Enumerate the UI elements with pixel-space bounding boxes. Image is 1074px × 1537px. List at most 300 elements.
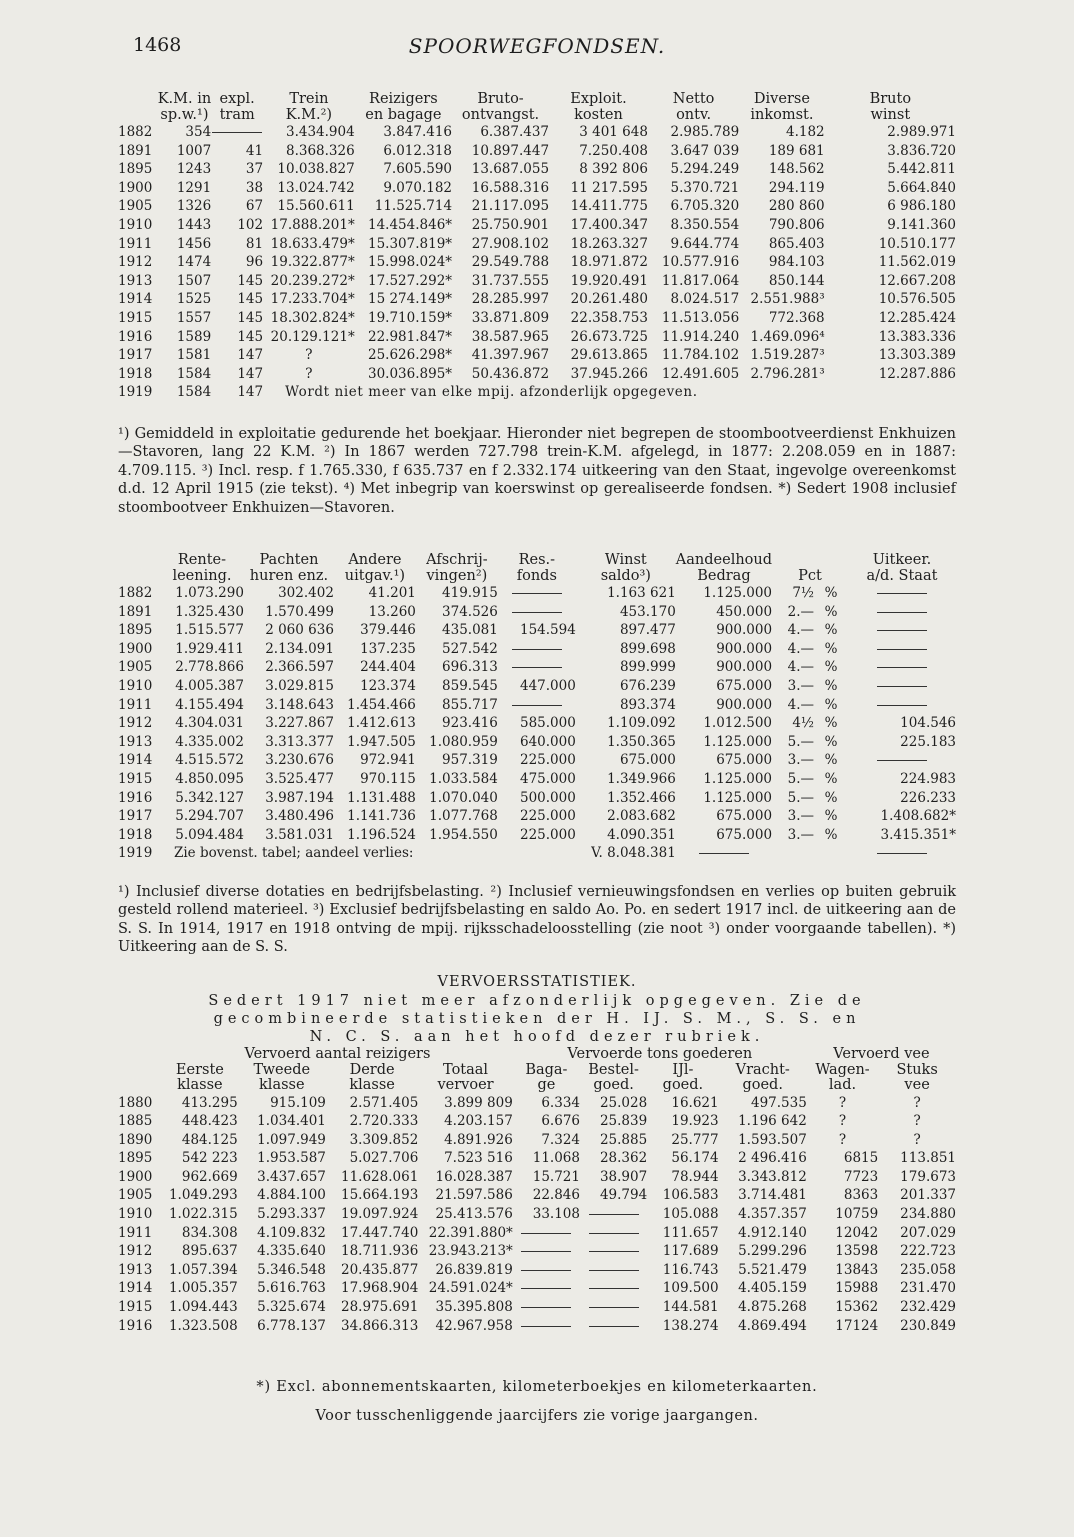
value-cell: 78.944 bbox=[671, 1168, 719, 1185]
value-cell: 2.134.091 bbox=[265, 640, 334, 657]
value-cell: ? bbox=[305, 365, 313, 382]
year-cell: 1918 bbox=[118, 365, 153, 382]
dash-mark bbox=[877, 760, 927, 761]
value-cell: 2.366.597 bbox=[265, 659, 334, 676]
table-row bbox=[118, 789, 956, 808]
value-cell: 1525 bbox=[176, 291, 212, 308]
value-cell: 179.673 bbox=[900, 1168, 956, 1185]
year-cell: 1914 bbox=[118, 1280, 153, 1297]
value-cell: 154.594 bbox=[520, 622, 576, 639]
value-cell: ? bbox=[838, 1094, 847, 1111]
value-cell: 20.239.272* bbox=[270, 272, 355, 289]
value-cell: 1.125.000 bbox=[703, 585, 773, 601]
header-blank bbox=[118, 108, 158, 124]
value-cell: 11 217.595 bbox=[570, 179, 648, 196]
column-header: IJl- bbox=[672, 1061, 694, 1078]
value-cell: 19.097.924 bbox=[341, 1206, 419, 1223]
group-cattle: Vervoerd vee bbox=[833, 1046, 930, 1062]
value-cell: 2 496.416 bbox=[738, 1150, 807, 1167]
value-cell: 5.346.548 bbox=[257, 1261, 326, 1278]
value-cell bbox=[580, 1317, 647, 1336]
value-cell: 41 bbox=[245, 142, 264, 159]
table-row bbox=[118, 272, 956, 291]
value-cell: 234.880 bbox=[900, 1206, 956, 1223]
value-cell: 6.676 bbox=[541, 1113, 580, 1130]
value-cell: 15362 bbox=[835, 1299, 879, 1316]
dash-mark bbox=[521, 1326, 571, 1327]
value-cell: % bbox=[824, 640, 838, 657]
value-cell: 1.953.587 bbox=[257, 1150, 326, 1167]
value-cell: 5.293.337 bbox=[257, 1206, 326, 1223]
value-cell: 957.319 bbox=[442, 752, 498, 769]
column-header: Afschrij- bbox=[426, 552, 488, 568]
value-cell: 1.412.613 bbox=[347, 715, 416, 732]
column-header: ontv. bbox=[676, 106, 712, 123]
value-cell: 22.846 bbox=[532, 1187, 580, 1204]
table-transport bbox=[118, 1047, 956, 1335]
value-cell: 1589 bbox=[176, 328, 212, 345]
value-cell: 6.012.318 bbox=[383, 142, 453, 159]
value-cell: 1581 bbox=[176, 347, 212, 364]
year-cell: 1911 bbox=[118, 235, 153, 252]
value-cell: 4.869.494 bbox=[738, 1317, 807, 1334]
value-cell: 7.523 516 bbox=[444, 1150, 513, 1167]
value-cell: 280 860 bbox=[768, 198, 825, 215]
column-header: uitgav.¹) bbox=[344, 567, 406, 584]
value-cell: 900.000 bbox=[716, 640, 773, 657]
value-cell: 4.335.002 bbox=[175, 733, 244, 750]
year-cell: 1905 bbox=[118, 198, 153, 215]
column-header: K.M.²) bbox=[285, 106, 333, 123]
value-cell: 354 bbox=[185, 124, 212, 140]
notes-table1: ¹) Gemiddeld in exploitatie gedurende het boekjaar. Hieronder niet begrepen de stoombootveerdienst Enkhuizen—Stavoren, lang 22 K.M. ²) In 1867 werden 727.798 trein-K.M. afgelegd, in 1877: 2.208.059 en in 1887: 4.709.115. ³) Incl. resp. f 1.765.330, f 635.737 en f 2.332.174 uitkeering van den Staat, ingevolge overeenkomst d.d. 12 April 1915 (zie tekst). ⁴) Met inbegrip van koerswinst op gerealiseerde fondsen. *) Sedert 1908 inclusief stoombootveer Enkhuizen—Stavoren. bbox=[118, 426, 956, 516]
column-header: Wagen- bbox=[815, 1061, 870, 1078]
value-cell: 790.806 bbox=[768, 216, 825, 233]
column-header: inkomst. bbox=[750, 106, 814, 123]
year-cell: 1915 bbox=[118, 770, 153, 787]
value-cell: 137.235 bbox=[360, 640, 416, 657]
value-cell: ? bbox=[913, 1131, 921, 1148]
column-header: Aandeelhoud bbox=[675, 552, 773, 568]
value-cell: 419.915 bbox=[442, 585, 498, 601]
year-cell: 1919 bbox=[118, 384, 153, 401]
value-cell: 17.233.704* bbox=[270, 291, 355, 308]
value-cell: 201.337 bbox=[900, 1187, 956, 1204]
value-cell: 676.239 bbox=[619, 677, 676, 694]
value-cell: 18.302.824* bbox=[270, 309, 355, 326]
value-cell: 1.125.000 bbox=[703, 770, 773, 787]
column-header: sp.w.¹) bbox=[160, 106, 209, 123]
dash-mark bbox=[512, 612, 562, 613]
value-cell: 527.542 bbox=[442, 640, 498, 657]
value-cell: 109.500 bbox=[662, 1280, 719, 1297]
column-header: klasse bbox=[259, 1077, 305, 1093]
value-cell bbox=[580, 1205, 647, 1224]
year-cell: 1913 bbox=[118, 272, 153, 289]
value-cell: 25.885 bbox=[599, 1131, 648, 1148]
value-cell: 30.036.895* bbox=[367, 365, 453, 382]
value-cell: 3.525.477 bbox=[265, 770, 334, 787]
value-cell: 5.616.763 bbox=[257, 1280, 326, 1297]
value-cell: 145 bbox=[237, 272, 264, 289]
value-cell: 4½ bbox=[792, 715, 814, 732]
table-row bbox=[118, 640, 956, 659]
value-cell: 12.287.886 bbox=[878, 365, 956, 382]
value-cell: 23.943.213* bbox=[428, 1243, 513, 1260]
value-cell: 226.233 bbox=[900, 789, 956, 806]
column-header: expl. bbox=[219, 91, 255, 107]
dash-mark bbox=[212, 132, 262, 133]
header-blank bbox=[118, 1078, 162, 1094]
value-cell: 1.570.499 bbox=[265, 603, 334, 620]
value-cell: 7.324 bbox=[541, 1131, 580, 1148]
table-row bbox=[118, 696, 956, 715]
value-cell bbox=[513, 1261, 580, 1280]
table-row bbox=[118, 807, 956, 826]
year-cell: 1913 bbox=[118, 1261, 153, 1278]
year-cell: 1891 bbox=[118, 603, 153, 620]
value-cell: 2.796.281³ bbox=[750, 365, 825, 382]
value-cell bbox=[513, 1242, 580, 1261]
year-cell: 1905 bbox=[118, 659, 153, 676]
value-cell: 16.028.387 bbox=[435, 1168, 513, 1185]
column-header: vee bbox=[904, 1077, 930, 1093]
value-cell bbox=[580, 1279, 647, 1298]
header-blank bbox=[118, 553, 160, 569]
value-cell: 484.125 bbox=[181, 1131, 238, 1148]
value-cell: 225.000 bbox=[520, 808, 576, 825]
header-row bbox=[118, 553, 956, 569]
value-cell: 5.— bbox=[787, 789, 814, 806]
value-cell: 5.— bbox=[787, 733, 814, 750]
value-cell: 4.005.387 bbox=[175, 677, 244, 694]
value-cell: 19.923 bbox=[671, 1113, 719, 1130]
value-cell: 14.454.846* bbox=[367, 216, 453, 233]
value-cell: 4.891.926 bbox=[444, 1131, 513, 1148]
value-cell: 6 986.180 bbox=[887, 198, 956, 215]
value-cell: 145 bbox=[237, 309, 264, 326]
row-1919-text: Wordt niet meer van elke mpij. afzonderlijk opgegeven. bbox=[285, 384, 698, 401]
year-cell: 1890 bbox=[118, 1131, 153, 1148]
dash-mark bbox=[521, 1251, 571, 1252]
year-cell: 1895 bbox=[118, 1150, 153, 1167]
value-cell: 374.526 bbox=[442, 603, 498, 620]
value-cell: 3.230.676 bbox=[265, 752, 334, 769]
value-cell bbox=[498, 696, 576, 715]
value-cell: 4.109.832 bbox=[257, 1224, 326, 1241]
value-cell: 15.998.024* bbox=[367, 254, 453, 271]
intro-line: gecombineerde statistieken der H. IJ. S. M., S. S. en bbox=[213, 1011, 861, 1027]
value-cell: 447.000 bbox=[520, 677, 576, 694]
value-cell: 1.012.500 bbox=[703, 715, 773, 732]
value-cell: 4.884.100 bbox=[257, 1187, 326, 1204]
value-cell: 3.— bbox=[787, 826, 814, 843]
value-cell: 923.416 bbox=[442, 715, 498, 732]
value-cell: 899.999 bbox=[619, 659, 676, 676]
column-header: saldo³) bbox=[600, 567, 651, 584]
year-cell: 1916 bbox=[118, 789, 153, 806]
row-1919 bbox=[118, 383, 956, 402]
table-row bbox=[118, 621, 956, 640]
table-row bbox=[118, 584, 956, 603]
value-cell: 1.954.550 bbox=[429, 826, 498, 843]
km-cell: 1584 bbox=[176, 384, 212, 401]
table-row bbox=[118, 216, 956, 235]
value-cell bbox=[848, 584, 956, 603]
value-cell: 18.633.479* bbox=[270, 235, 355, 252]
table-row bbox=[118, 235, 956, 254]
value-cell: 49.794 bbox=[599, 1187, 648, 1204]
column-header: Res.- bbox=[518, 552, 556, 568]
value-cell bbox=[211, 123, 263, 142]
dash-mark bbox=[877, 686, 927, 687]
value-cell: 895.637 bbox=[181, 1243, 238, 1260]
value-cell: 25.028 bbox=[599, 1094, 648, 1111]
value-cell: 20.129.121* bbox=[270, 328, 355, 345]
value-cell: 900.000 bbox=[716, 696, 773, 713]
value-cell: 17124 bbox=[835, 1317, 879, 1334]
column-header: Baga- bbox=[525, 1061, 568, 1078]
value-cell bbox=[580, 1261, 647, 1280]
table-row bbox=[118, 179, 956, 198]
group-goods: Vervoerde tons goederen bbox=[567, 1046, 753, 1062]
row-1919 bbox=[118, 844, 956, 863]
dash-mark bbox=[512, 649, 562, 650]
value-cell: ? bbox=[838, 1131, 847, 1148]
value-cell bbox=[848, 696, 956, 715]
value-cell: 1.094.443 bbox=[168, 1299, 238, 1316]
value-cell: 865.403 bbox=[768, 235, 825, 252]
value-cell: 10.576.505 bbox=[878, 291, 956, 308]
table-profit-distribution bbox=[118, 553, 956, 863]
dash-mark bbox=[877, 593, 927, 594]
value-cell: 897.477 bbox=[619, 622, 676, 639]
value-cell: 2.571.405 bbox=[349, 1094, 419, 1111]
value-cell: 1.519.287³ bbox=[750, 347, 825, 364]
value-cell: 4.912.140 bbox=[738, 1224, 807, 1241]
column-header: ge bbox=[537, 1077, 556, 1093]
value-cell: 1.454.466 bbox=[347, 696, 416, 713]
running-header bbox=[0, 34, 1074, 64]
value-cell: 244.404 bbox=[360, 659, 416, 676]
value-cell: 3.847.416 bbox=[383, 124, 453, 140]
value-cell: 1.349.966 bbox=[607, 770, 676, 787]
row-1919-text: Zie bovenst. tabel; aandeel verlies: bbox=[173, 845, 414, 862]
value-cell: % bbox=[824, 789, 838, 806]
value-cell: 3.434.904 bbox=[285, 124, 355, 140]
value-cell: 2.551.988³ bbox=[750, 291, 825, 308]
value-cell: 15.664.193 bbox=[341, 1187, 419, 1204]
value-cell: 772.368 bbox=[768, 309, 825, 326]
value-cell: 2.720.333 bbox=[349, 1113, 419, 1130]
year-cell: 1900 bbox=[118, 640, 153, 657]
column-header: vervoer bbox=[437, 1077, 494, 1093]
value-cell: 67 bbox=[245, 198, 264, 215]
year-cell: 1918 bbox=[118, 826, 153, 843]
value-cell: 542 223 bbox=[181, 1150, 238, 1167]
column-header: lad. bbox=[828, 1077, 857, 1093]
value-cell: 33.108 bbox=[532, 1206, 580, 1223]
value-cell: 9.070.182 bbox=[383, 179, 453, 196]
column-header: K.M. in bbox=[157, 91, 212, 107]
value-cell: 5.664.840 bbox=[887, 179, 956, 196]
value-cell: % bbox=[824, 808, 838, 825]
value-cell: 10.510.177 bbox=[878, 235, 956, 252]
value-cell: 4.— bbox=[787, 659, 814, 676]
value-cell: 26.673.725 bbox=[570, 328, 648, 345]
table-row bbox=[118, 1112, 956, 1131]
year-cell: 1912 bbox=[118, 715, 153, 732]
value-cell: 1.350.365 bbox=[607, 733, 676, 750]
table-row bbox=[118, 1242, 956, 1261]
value-cell: 37 bbox=[245, 161, 264, 178]
value-cell: 14.411.775 bbox=[570, 198, 648, 215]
value-cell: 28.285.997 bbox=[471, 291, 550, 308]
header-blank bbox=[118, 569, 160, 585]
value-cell: 41.201 bbox=[368, 585, 416, 601]
column-header: Diverse bbox=[753, 91, 810, 107]
value-cell: 27.908.102 bbox=[471, 235, 550, 252]
table-exploitation bbox=[118, 92, 956, 402]
value-cell: 3.227.867 bbox=[265, 715, 334, 732]
year-cell: 1905 bbox=[118, 1187, 153, 1204]
value-cell: 38 bbox=[245, 179, 264, 196]
value-cell: 10.038.827 bbox=[277, 161, 355, 178]
value-cell: 497.535 bbox=[750, 1094, 807, 1111]
table-row bbox=[118, 1317, 956, 1336]
value-cell: 7.250.408 bbox=[579, 142, 648, 159]
value-cell: 13.024.742 bbox=[277, 179, 355, 196]
year-cell: 1919 bbox=[118, 845, 153, 862]
column-header: fonds bbox=[516, 567, 557, 584]
value-cell: 3 401 648 bbox=[579, 124, 648, 140]
value-cell: 3.— bbox=[787, 808, 814, 825]
value-cell: 1.196.524 bbox=[347, 826, 416, 843]
table-row bbox=[118, 309, 956, 328]
dash-mark bbox=[589, 1270, 639, 1271]
value-cell: 25.413.576 bbox=[435, 1206, 513, 1223]
value-cell bbox=[498, 658, 576, 677]
table-row bbox=[118, 770, 956, 789]
value-cell: 4.— bbox=[787, 622, 814, 639]
column-header: Vracht- bbox=[735, 1061, 790, 1078]
value-cell: 15.721 bbox=[532, 1168, 580, 1185]
value-cell: 1584 bbox=[176, 365, 212, 382]
value-cell: 19.322.877* bbox=[270, 254, 355, 271]
value-cell: 1.057.394 bbox=[168, 1261, 238, 1278]
value-cell: 696.313 bbox=[442, 659, 498, 676]
value-cell: 302.402 bbox=[278, 585, 334, 601]
dash-mark bbox=[521, 1270, 571, 1271]
column-header: Tweede bbox=[253, 1061, 311, 1078]
value-cell: 25.839 bbox=[599, 1113, 648, 1130]
value-cell: 50.436.872 bbox=[471, 365, 550, 382]
value-cell: 1.005.357 bbox=[168, 1280, 238, 1297]
value-cell: 8.350.554 bbox=[670, 216, 740, 233]
value-cell: 12042 bbox=[835, 1224, 879, 1241]
table-row bbox=[118, 328, 956, 347]
value-cell: 18.971.872 bbox=[570, 254, 648, 271]
column-header: Totaal bbox=[443, 1061, 489, 1078]
value-cell: 224.983 bbox=[900, 770, 956, 787]
value-cell: 834.308 bbox=[181, 1224, 238, 1241]
value-cell bbox=[848, 621, 956, 640]
value-cell: 984.103 bbox=[768, 254, 825, 271]
table-row bbox=[118, 1168, 956, 1187]
table-row bbox=[118, 197, 956, 216]
table-row bbox=[118, 1298, 956, 1317]
value-cell: 4.335.640 bbox=[257, 1243, 326, 1260]
value-cell: 20.261.480 bbox=[570, 291, 648, 308]
value-cell: 11.068 bbox=[532, 1150, 580, 1167]
value-cell: 9.141.360 bbox=[887, 216, 956, 233]
value-cell: 38.587.965 bbox=[471, 328, 550, 345]
column-header: goed. bbox=[742, 1077, 783, 1093]
value-cell: 585.000 bbox=[520, 715, 576, 732]
value-cell: 1.163 621 bbox=[607, 585, 676, 601]
column-header: Bedrag bbox=[697, 567, 751, 584]
dash-mark bbox=[512, 705, 562, 706]
value-cell bbox=[848, 658, 956, 677]
value-cell: 225.000 bbox=[520, 752, 576, 769]
value-cell: 8 392 806 bbox=[579, 161, 648, 178]
column-header: Trein bbox=[289, 91, 329, 107]
value-cell: 972.941 bbox=[360, 752, 416, 769]
table-row bbox=[118, 253, 956, 272]
value-cell: 25.777 bbox=[671, 1131, 719, 1148]
value-cell: 5.342.127 bbox=[175, 789, 244, 806]
year-cell: 1916 bbox=[118, 328, 153, 345]
table-row bbox=[118, 1186, 956, 1205]
value-cell: 144.581 bbox=[662, 1299, 719, 1316]
section-title: VERVOERSSTATISTIEK. bbox=[437, 974, 637, 990]
value-cell: 5.— bbox=[787, 770, 814, 787]
value-cell: 35.395.808 bbox=[435, 1299, 513, 1316]
value-cell: 1.073.290 bbox=[175, 585, 244, 601]
value-cell: % bbox=[824, 677, 838, 694]
year-cell: 1910 bbox=[118, 1206, 153, 1223]
column-header: winst bbox=[870, 106, 911, 123]
year-cell: 1911 bbox=[118, 696, 153, 713]
value-cell: 962.669 bbox=[181, 1168, 238, 1185]
value-cell: 1.593.507 bbox=[738, 1131, 807, 1148]
value-cell: 850.144 bbox=[768, 272, 825, 289]
value-cell: 3.343.812 bbox=[738, 1168, 807, 1185]
closing-note: Voor tusschenliggende jaarcijfers zie vorige jaargangen. bbox=[315, 1408, 759, 1424]
value-cell: 37.945.266 bbox=[570, 365, 648, 382]
value-cell: 16.588.316 bbox=[471, 179, 550, 196]
column-header: ontvangst. bbox=[461, 106, 540, 123]
value-cell: ? bbox=[305, 347, 313, 364]
year-cell: 1900 bbox=[118, 1168, 153, 1185]
value-cell: 2 060 636 bbox=[265, 622, 334, 639]
value-cell: 116.743 bbox=[662, 1261, 719, 1278]
group-passengers: Vervoerd aantal reizigers bbox=[244, 1046, 431, 1062]
value-cell: 4.850.095 bbox=[175, 770, 244, 787]
table-row bbox=[118, 1149, 956, 1168]
column-header: Exploit. bbox=[570, 91, 627, 107]
value-cell: 1.049.293 bbox=[168, 1187, 238, 1204]
value-cell: % bbox=[824, 622, 838, 639]
value-cell: 3.581.031 bbox=[265, 826, 334, 843]
year-cell: 1914 bbox=[118, 291, 153, 308]
value-cell: 5.027.706 bbox=[349, 1150, 419, 1167]
year-cell: 1895 bbox=[118, 622, 153, 639]
year-cell: 1915 bbox=[118, 309, 153, 326]
value-cell: 13843 bbox=[835, 1261, 879, 1278]
dash-mark bbox=[512, 667, 562, 668]
value-cell: 6.387.437 bbox=[480, 124, 550, 140]
